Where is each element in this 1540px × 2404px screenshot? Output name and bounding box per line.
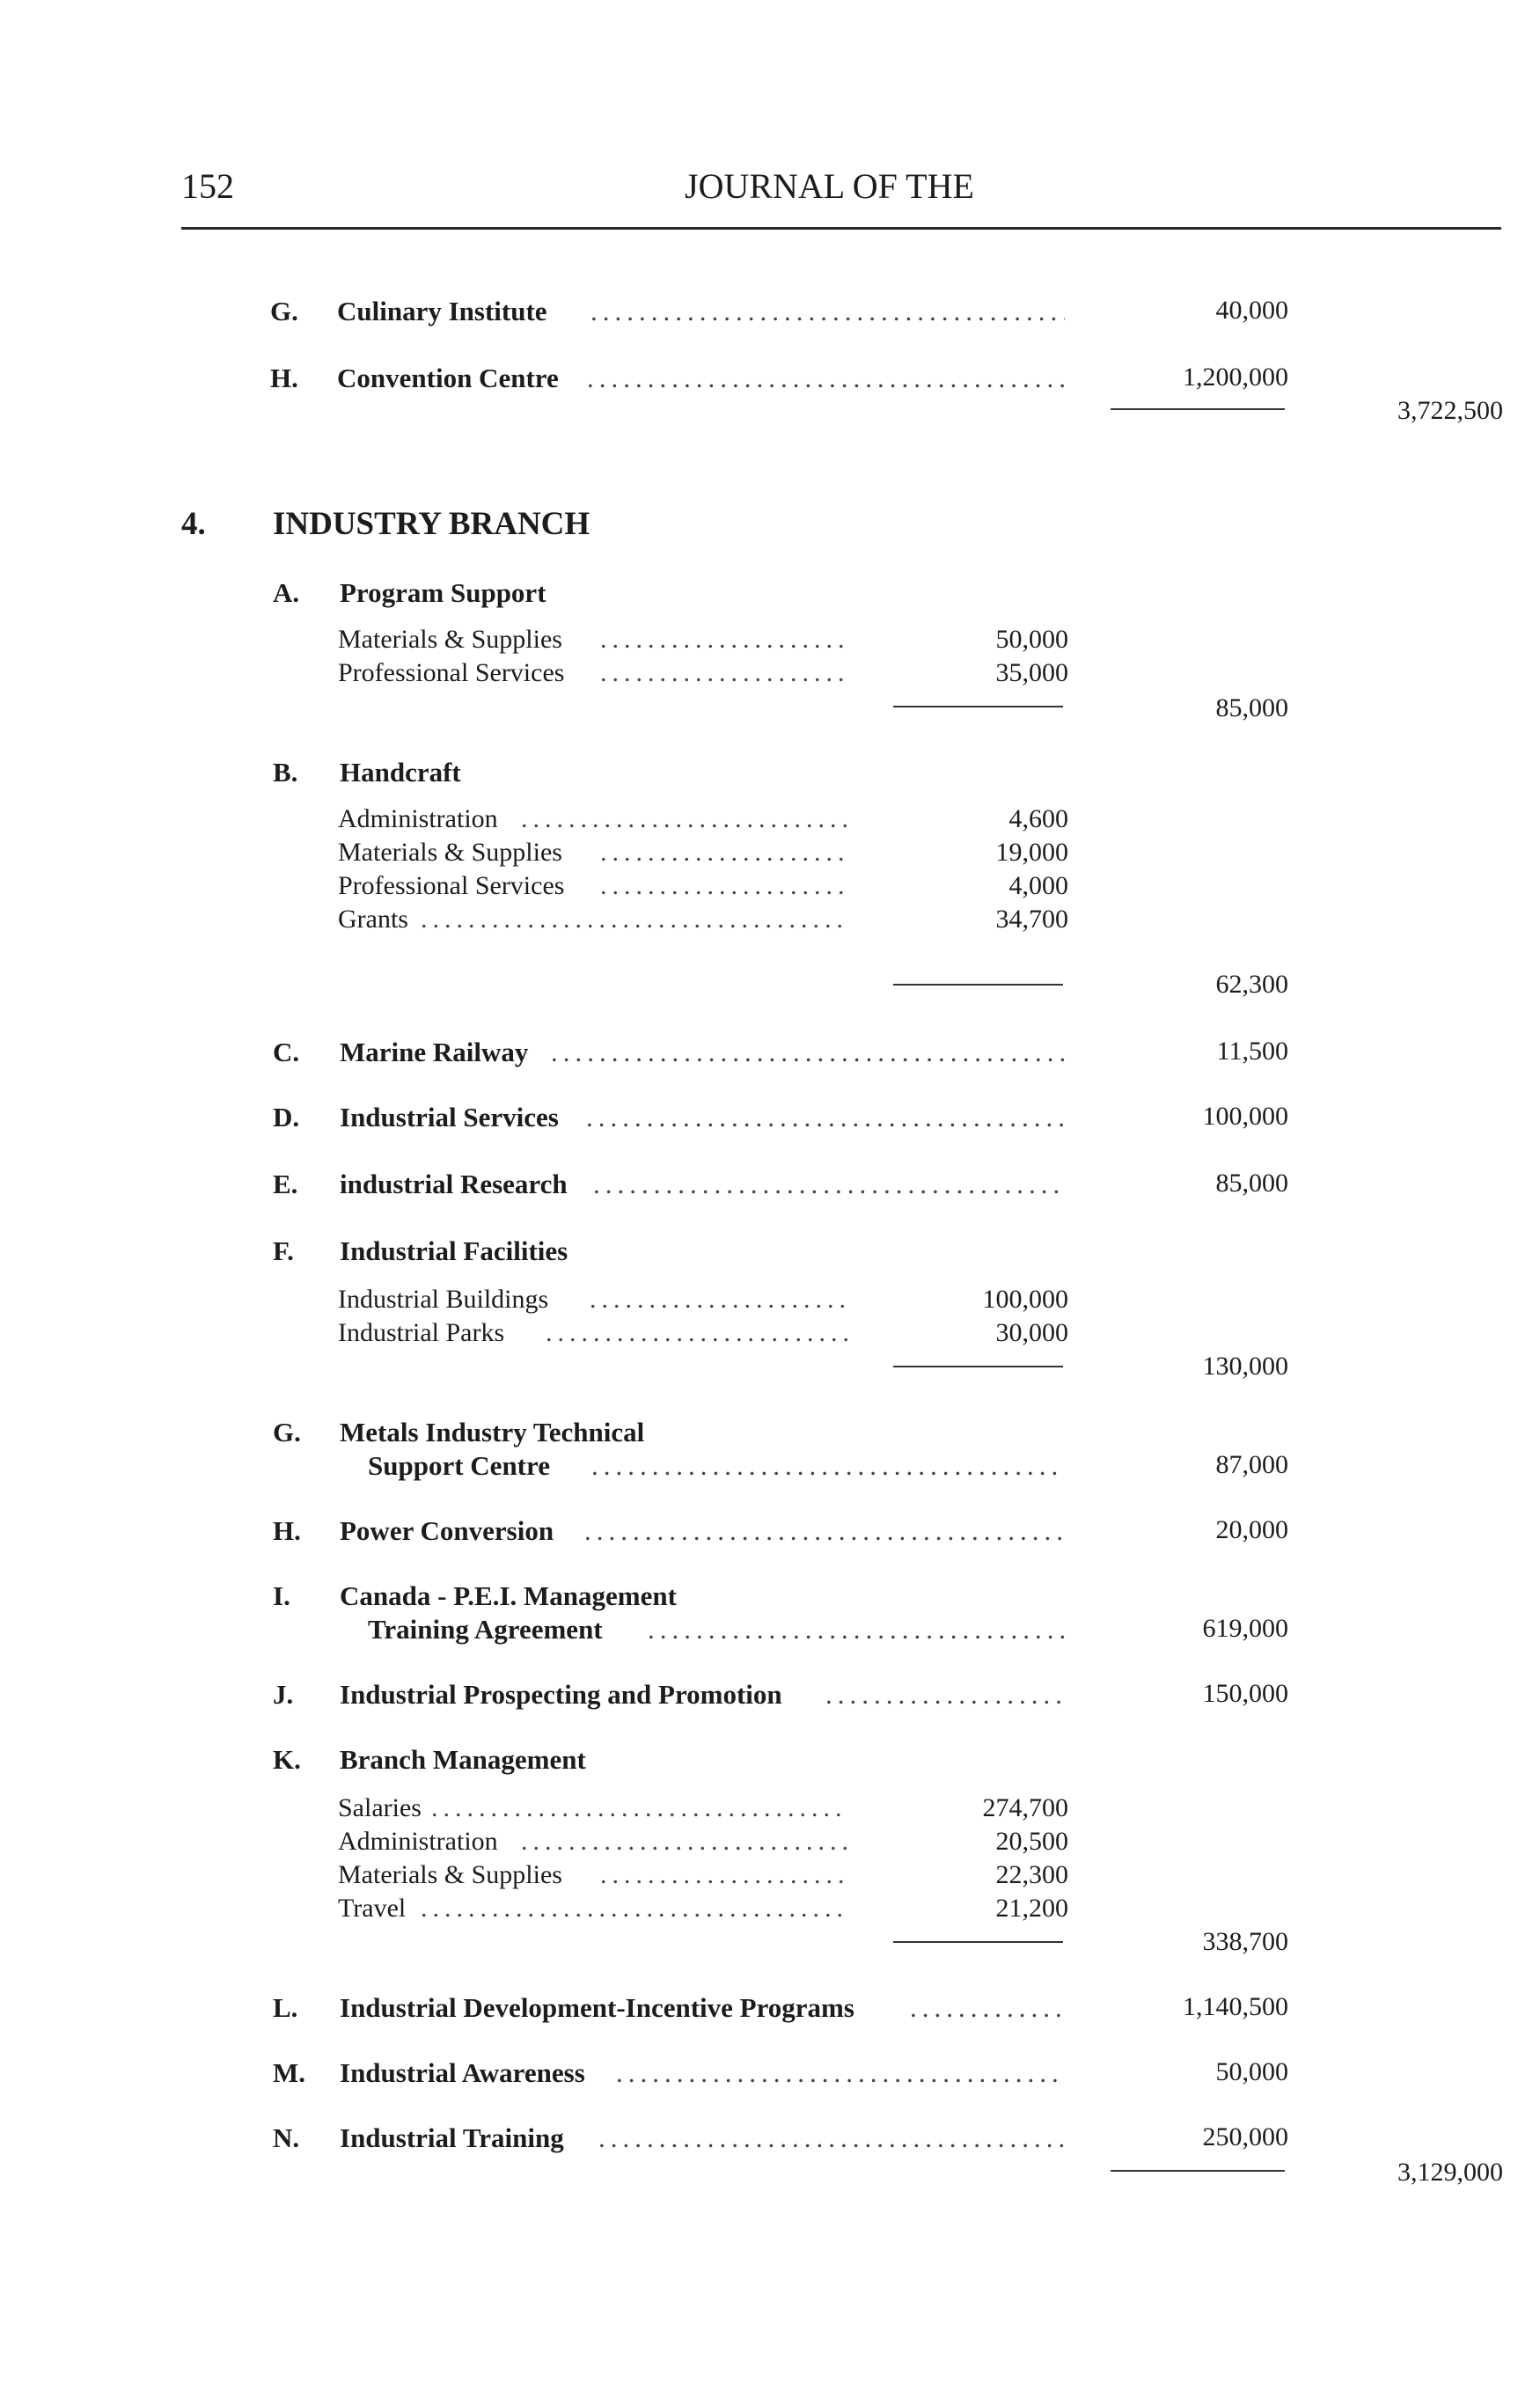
group-total: 3,722,500 [1397, 396, 1503, 425]
total-rule [1111, 2170, 1285, 2172]
subitem-amount: 30,000 [995, 1318, 1068, 1347]
leader-dots [648, 1612, 1065, 1647]
line-item: J. Industrial Prospecting and Promotion ..... [273, 1677, 1065, 1712]
line-item-continued: Support Centre ..... [273, 1448, 1065, 1484]
subitem-amount: 21,200 [995, 1894, 1068, 1923]
line-item: G. Culinary Institute ..... [270, 294, 1065, 329]
leader-dots [825, 1677, 1065, 1712]
leader-dots [590, 1283, 848, 1316]
item-amount: 20,000 [1215, 1515, 1288, 1544]
line-item: E. industrial Research ..... [273, 1167, 1065, 1202]
leader-dots [600, 836, 848, 869]
item-amount: 250,000 [1202, 2122, 1288, 2151]
item-amount: 50,000 [1215, 2057, 1288, 2086]
line-item: B. Handcraft [273, 757, 461, 788]
line-item: C. Marine Railway ..... [273, 1035, 1065, 1070]
leader-dots [600, 623, 848, 656]
item-amount: 619,000 [1202, 1614, 1288, 1643]
subtotal-rule [893, 1366, 1063, 1367]
leader-dots [586, 1100, 1065, 1135]
subtotal-rule [893, 984, 1063, 986]
item-amount: 40,000 [1215, 296, 1288, 325]
line-item: L. Industrial Development-Incentive Programs ..... [273, 1990, 1065, 2026]
subitem-amount: 50,000 [995, 625, 1068, 654]
item-amount: 87,000 [1215, 1450, 1288, 1479]
leader-dots [431, 1792, 848, 1825]
running-title: JOURNAL OF THE [685, 166, 974, 206]
total-rule [1111, 408, 1285, 410]
leader-dots [421, 1892, 848, 1925]
subitem-amount: 4,600 [1008, 804, 1068, 833]
item-subtotal: 130,000 [1202, 1352, 1288, 1381]
leader-dots [590, 294, 1065, 329]
line-item: H. Convention Centre ..... [270, 361, 1065, 396]
subitem-amount: 35,000 [995, 658, 1068, 687]
leader-dots [521, 1825, 848, 1858]
leader-dots [600, 656, 848, 690]
header-rule [181, 227, 1501, 230]
line-item: F. Industrial Facilities [273, 1235, 568, 1266]
leader-dots [600, 869, 848, 903]
line-item: H. Power Conversion ..... [273, 1513, 1065, 1549]
line-item: D. Industrial Services ..... [273, 1100, 1065, 1135]
page-number: 152 [181, 166, 234, 206]
line-item: G. Metals Industry Technical [273, 1417, 645, 1448]
line-item: M. Industrial Awareness ..... [273, 2056, 1065, 2091]
item-subtotal: 338,700 [1202, 1927, 1288, 1956]
subitem-amount: 19,000 [995, 838, 1068, 867]
item-amount: 85,000 [1215, 1169, 1288, 1198]
leader-dots [521, 803, 848, 836]
leader-dots [587, 361, 1065, 396]
leader-dots [551, 1035, 1065, 1070]
leader-dots [584, 1513, 1065, 1549]
line-item: I. Canada - P.E.I. Management [273, 1580, 677, 1611]
line-item: A. Program Support [273, 577, 546, 608]
section-total: 3,129,000 [1397, 2158, 1503, 2187]
subitem-amount: 100,000 [982, 1285, 1068, 1314]
line-item-continued: Training Agreement ..... [273, 1612, 1065, 1647]
item-amount: 150,000 [1202, 1679, 1288, 1708]
subitem-amount: 4,000 [1008, 871, 1068, 900]
item-amount: 1,140,500 [1183, 1992, 1288, 2021]
item-subtotal: 62,300 [1215, 970, 1288, 999]
subitem-amount: 20,500 [995, 1827, 1068, 1856]
subitem-amount: 22,300 [995, 1860, 1068, 1889]
item-amount: 11,500 [1216, 1037, 1288, 1066]
leader-dots [600, 1858, 848, 1892]
item-amount: 100,000 [1202, 1102, 1288, 1131]
leader-dots [593, 1167, 1065, 1202]
item-subtotal: 85,000 [1215, 693, 1288, 722]
subtotal-rule [893, 1941, 1063, 1943]
leader-dots [591, 1448, 1065, 1484]
subitem-amount: 274,700 [982, 1793, 1068, 1822]
leader-dots [598, 2121, 1065, 2156]
leader-dots [546, 1316, 848, 1350]
leader-dots [421, 903, 848, 936]
line-item: N. Industrial Training ..... [273, 2121, 1065, 2156]
item-amount: 1,200,000 [1183, 363, 1288, 392]
line-item: K. Branch Management [273, 1744, 586, 1775]
leader-dots [910, 1990, 1065, 2026]
subitem-amount: 34,700 [995, 905, 1068, 934]
leader-dots [616, 2056, 1065, 2091]
subtotal-rule [893, 706, 1063, 707]
